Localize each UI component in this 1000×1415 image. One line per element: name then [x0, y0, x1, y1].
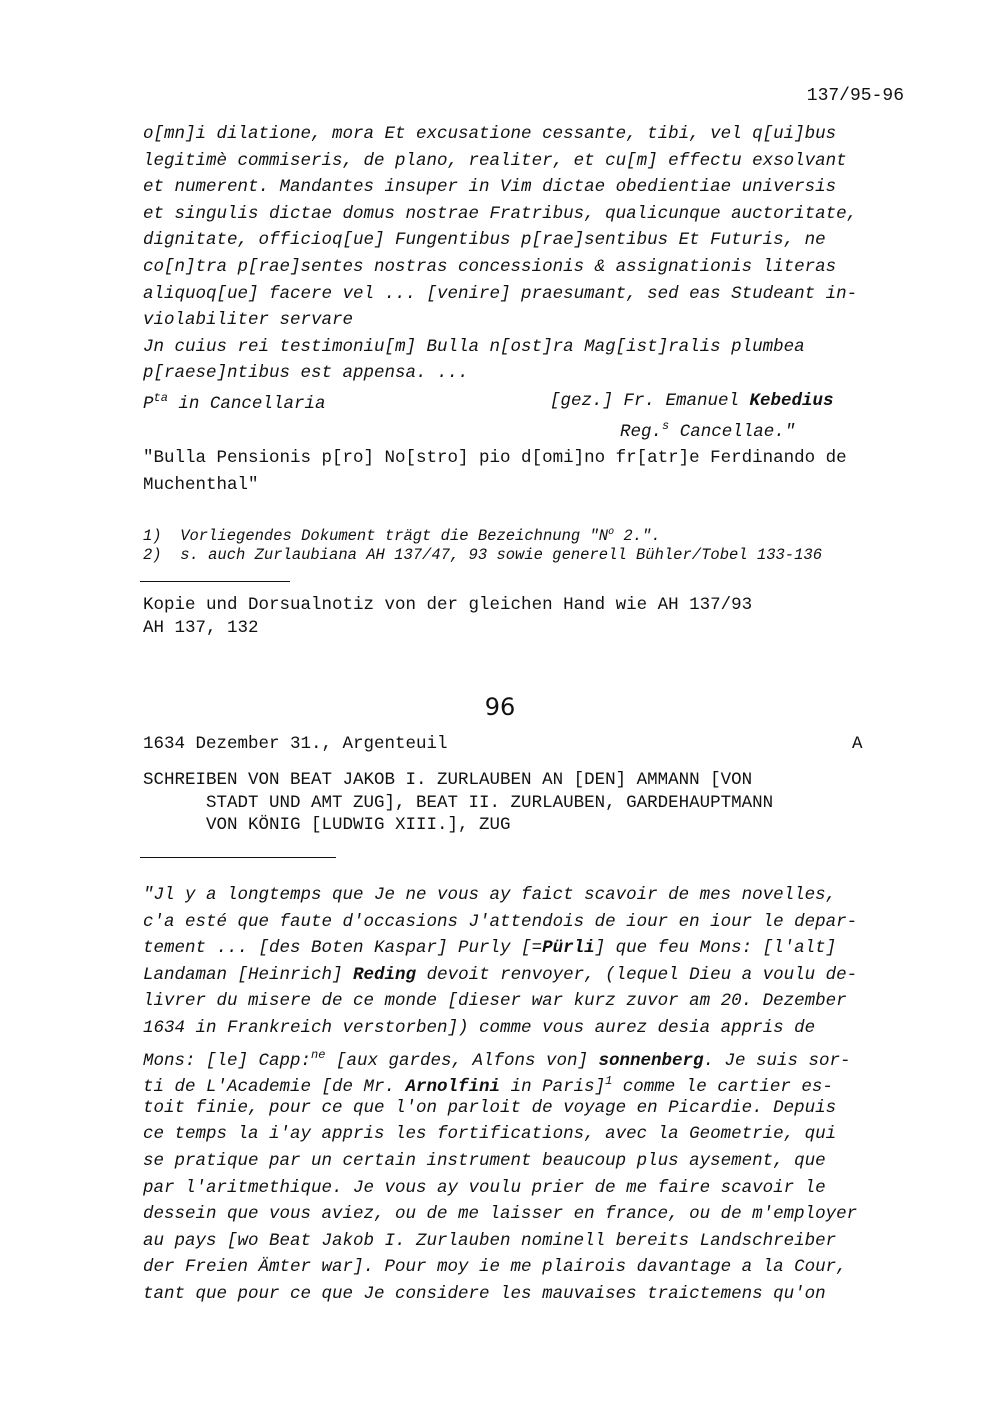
text-line: AH 137, 132 — [143, 617, 259, 638]
title-line: VON KÖNIG [LUDWIG XIII.], ZUG — [143, 815, 511, 835]
text-line: par l'aritmethique. Je vous ay voulu prier de me faire scavoir le — [143, 1177, 826, 1198]
text-line: tement ... [des Boten Kaspar] Purly [=Pürli] que feu Mons: [l'alt] — [143, 938, 837, 959]
date-place: 1634 Dezember 31., Argenteuil — [143, 734, 448, 754]
text-line: dessein que vous aviez, ou de me laisser en france, ou de m'employer — [143, 1204, 858, 1225]
text-line: tant que pour ce que Je considere les mauvaises traictemens qu'on — [143, 1283, 826, 1304]
tradition-marker: A — [852, 734, 863, 754]
text-line: et singulis dictae domus nostrae Fratribus, qualicunque auctoritate, — [143, 203, 858, 224]
text-line: se pratique par un certain instrument beaucoup plus aysement, que — [143, 1150, 826, 1171]
title-line: STADT UND AMT ZUG], BEAT II. ZURLAUBEN, GARDEHAUPTMANN — [143, 792, 774, 813]
text-line: dignitate, officioq[ue] Fungentibus p[rae]sentibus Et Futuris, ne — [143, 230, 826, 251]
text-line: "Jl y a longtemps que Je ne vous ay faict scavoir de mes novelles, — [143, 885, 837, 905]
latin-text-block — [143, 121, 903, 387]
text-line: legitimè commiseris, de plano, realiter, et cu[m] effectu exsolvant — [143, 150, 847, 171]
text-line: Jn cuius rei testimoniu[m] Bulla n[ost]ra Mag[ist]ralis plumbea — [143, 336, 805, 357]
text-line: toit finie, pour ce que l'on parloit de voyage en Picardie. Depuis — [143, 1097, 837, 1118]
letter-text — [143, 882, 903, 1308]
divider — [140, 857, 336, 858]
footnotes — [143, 523, 903, 565]
text-line: co[n]tra p[rae]sentes nostras concessionis & assignationis literas — [143, 256, 837, 277]
document-title — [143, 769, 903, 837]
text-line: ce temps la i'ay appris les fortifications, avec la Geometrie, qui — [143, 1124, 837, 1145]
divider — [140, 581, 290, 582]
text-line: 1634 in Frankreich verstorben]) comme vous aurez desia appris de — [143, 1017, 816, 1038]
document-number: 96 — [484, 693, 516, 721]
text-line: Kopie und Dorsualnotiz von der gleichen Hand wie AH 137/93 — [143, 595, 753, 615]
signer-name: Kebedius — [749, 391, 834, 411]
signature-place: $P^{ta}$ in Cancellaria — [143, 391, 326, 414]
document-header — [143, 731, 903, 758]
text-line: c'a esté que faute d'occasions J'attendois de iour en iour le depar- — [143, 911, 858, 932]
title-line: SCHREIBEN VON BEAT JAKOB I. ZURLAUBEN AN [DEN] AMMANN [VON — [143, 770, 753, 790]
text-line: au pays [wo Beat Jakob I. Zurlauben nominell bereits Landschreiber — [143, 1230, 837, 1251]
signature-office: Reg.$^s$ Cancellae." — [620, 419, 796, 442]
text-line: Muchenthal" — [143, 474, 259, 495]
text-line: aliquoq[ue] facere vel ... [venire] praesumant, sed eas Studeant in- — [143, 283, 858, 304]
dorsal-note — [143, 445, 903, 498]
text-line: ti de L'Academie [de Mr. Arnolfini in Paris]$^1$ comme le cartier es- — [143, 1074, 833, 1097]
text-line: violabiliter servare — [143, 310, 354, 331]
footnote-2: 2) s. auch Zurlaubiana AH 137/47, 93 sowie generell Bühler/Tobel 133-136 — [143, 546, 823, 565]
text-line: p[raese]ntibus est appensa. ... — [143, 363, 469, 384]
footnote-1: 1) Vorliegendes Dokument trägt die Bezeichnung "$N^o$ 2.". — [143, 527, 661, 546]
text-line: der Freien Ämter war]. Pour moy ie me plairois davantage a la Cour, — [143, 1257, 847, 1278]
text-line: et numerent. Mandantes insuper in Vim dictae obedientiae universis — [143, 177, 837, 198]
page-reference: 137/95-96 — [806, 86, 904, 106]
text-line: livrer du misere de ce monde [dieser war kurz zuvor am 20. Dezember — [143, 991, 847, 1012]
text-line: o[mn]i dilatione, mora Et excusatione cessante, tibi, vel q[ui]bus — [143, 124, 837, 144]
signature-name: [gez.] Fr. Emanuel Kebedius — [550, 391, 834, 411]
copy-note — [143, 594, 903, 639]
text-line: Mons: [le] Capp:$^{ne}$ [aux gardes, Alfons von] sonnenberg. Je suis sor- — [143, 1047, 851, 1071]
text-line: "Bulla Pensionis p[ro] No[stro] pio d[omi]no fr[atr]e Ferdinando de — [143, 448, 847, 468]
text-line: Landaman [Heinrich] Reding devoit renvoyer, (lequel Dieu a voulu de- — [143, 964, 858, 985]
